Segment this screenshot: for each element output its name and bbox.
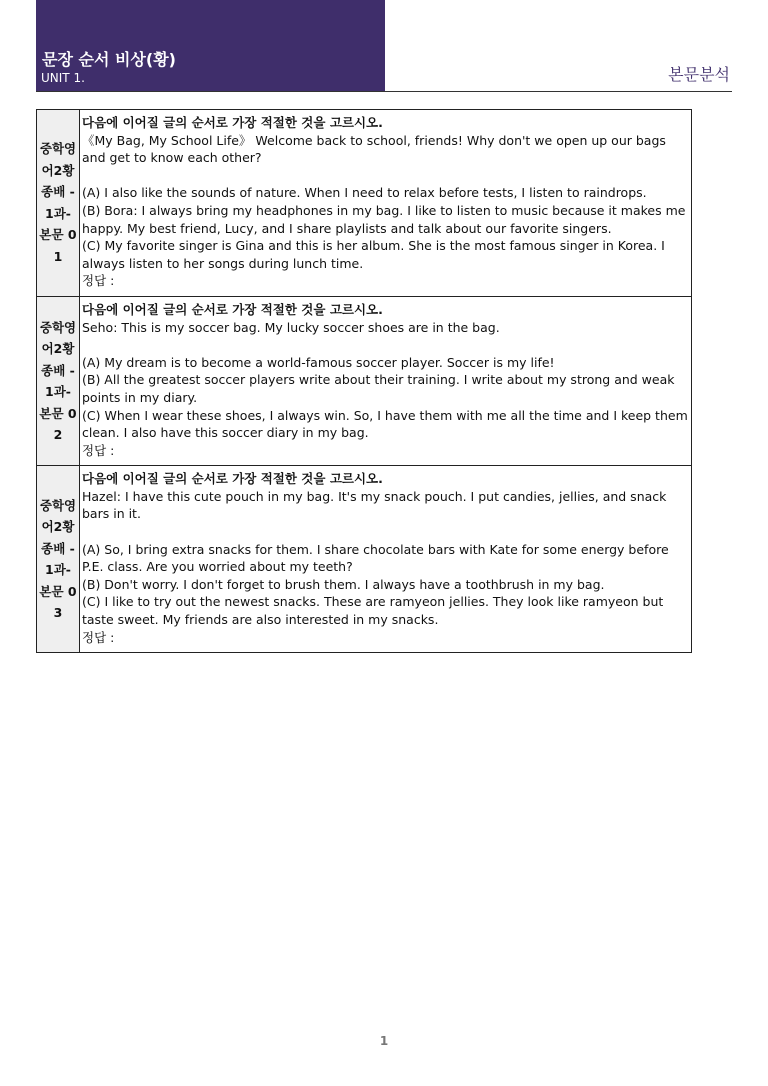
answer-label: 정답 : <box>82 273 115 289</box>
option-b: (B) Bora: I always bring my headphones in my bag. I like to listen to music because it makes me happy. My best friend, Lucy, and I share playlists and talk about our favorite singers. <box>82 202 686 236</box>
section-label: 본문분석 <box>668 65 730 84</box>
option-c: (C) My favorite singer is Gina and this is her album. She is the most famous singer in Korea. I always listen to her songs during lunch time. <box>82 238 665 271</box>
header-divider <box>36 91 732 92</box>
question-label: 중학영어2황종배 - 1과-본문 03 <box>37 466 80 653</box>
option-b: (B) Don't worry. I don't forget to brush them. I always have a toothbrush in my bag. <box>82 576 605 592</box>
question-body <box>80 296 692 465</box>
question-passage: Hazel: I have this cute pouch in my bag. It's my snack pouch. I put candies, jellies, and snack bars in it. <box>82 488 667 522</box>
answer-label: 정답 : <box>82 442 115 458</box>
question-label: 중학영어2황종배 - 1과-본문 01 <box>37 110 80 297</box>
option-a: (A) My dream is to become a world-famous soccer player. Soccer is my life! <box>82 354 555 370</box>
question-instruction: 다음에 이어질 글의 순서로 가장 적절한 것을 고르시오. <box>82 301 383 317</box>
question-row <box>37 296 692 465</box>
question-instruction: 다음에 이어질 글의 순서로 가장 적절한 것을 고르시오. <box>82 115 383 130</box>
spacer <box>82 523 689 541</box>
option-b: (B) All the greatest soccer players write about their training. I write about my strong and weak points in my diary. <box>82 372 675 405</box>
question-table <box>36 109 692 653</box>
spacer <box>82 167 689 185</box>
option-a: (A) So, I bring extra snacks for them. I share chocolate bars with Kate for some energy before P.E. class. Are you worried about my teeth? <box>82 541 669 575</box>
option-a: (A) I also like the sounds of nature. When I need to relax before tests, I listen to raindrops. <box>82 185 647 201</box>
option-c: (C) I like to try out the newest snacks. These are ramyeon jellies. They look like ramyeon but taste sweet. My friends are also interested in my snacks. <box>82 594 664 628</box>
question-passage: 《My Bag, My School Life》 Welcome back to school, friends! Why don't we open up our bags and get to know each other? <box>82 132 666 166</box>
question-row <box>37 466 692 653</box>
question-body <box>80 110 692 297</box>
question-instruction: 다음에 이어질 글의 순서로 가장 적절한 것을 고르시오. <box>82 471 383 487</box>
document-title: 문장 순서 비상(황) <box>42 50 176 69</box>
question-label: 중학영어2황종배 - 1과-본문 02 <box>37 296 80 465</box>
title-banner <box>36 0 385 91</box>
spacer <box>82 336 689 354</box>
option-c: (C) When I wear these shoes, I always win. So, I have them with me all the time and I keep them clean. I also have this soccer diary in my bag. <box>82 407 688 441</box>
question-body <box>80 466 692 653</box>
question-passage: Seho: This is my soccer bag. My lucky soccer shoes are in the bag. <box>82 319 500 335</box>
answer-label: 정답 : <box>82 629 115 645</box>
page-number: 1 <box>379 1034 389 1048</box>
unit-label: UNIT 1. <box>41 71 85 85</box>
question-row <box>37 110 692 297</box>
